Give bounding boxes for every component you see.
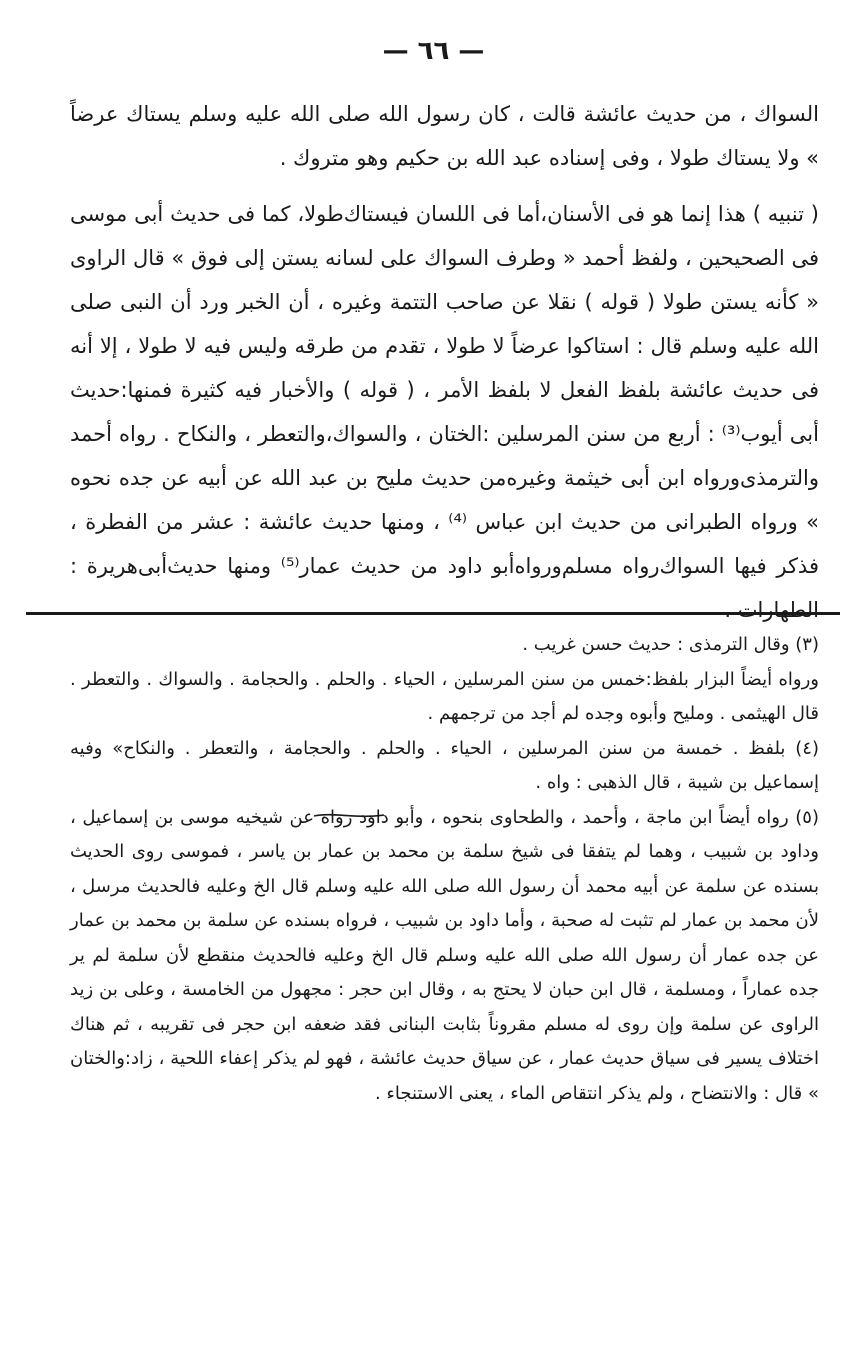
footnote-3-continued: ورواه أيضاً البزار بلفظ:خمس من سنن المرسلين ، الحياء . والحلم . والحجامة . والسواك . والتعطر . قال الهيثمى . ومليح وأبوه وجده لم أجد من ترجمهم . <box>70 668 819 724</box>
footnote-5: (٥) رواه أيضاً ابن ماجة ، وأحمد ، والطحاوى بنحوه ، وأبو داود رواه عن شيخيه موسى بن إسماعيل ، وداود بن شبيب ، وهما لم يتفقا فى شيخ سلمة بن محمد بن عمار بن ياسر ، فموسى روى الحديث بسنده عن سلمة عن أبيه محمد أن رسول الله صلى الله عليه وسلم قال الخ وعليه فالحديث مرسل ، لأن محمد بن عمار لم تثبت له صحبة ، وأما داود بن شبيب ، فرواه بسنده عن سلمة بن محمد بن عمار عن جده عمار أن رسول الله صلى الله عليه وسلم قال الخ وعليه فالحديث منقطع لأن سلمة لم ير جده عماراً ، ومسلمة ، قال ابن حبان لا يحتج به ، وقال ابن حجر : مجهول من الخامسة ، وعلى بن زيد الراوى عن سلمة وإن روى له مسلم مقروناً بثابت البنانى فقد ضعفه ابن حجر فى تقريبه ، ثم هناك اختلاف يسير فى سياق حديث عمار ، عن سياق حديث عائشة ، فهو لم يذكر إعفاء اللحية ، زاد:والختان » قال : والانتضاح ، ولم يذكر انتقاص الماء ، يعنى الاستنجاء . <box>70 806 819 1104</box>
footnotes-section <box>70 628 819 1111</box>
pen-underline-mark <box>312 810 386 822</box>
main-paragraph: السواك ، من حديث عائشة قالت ، كان رسول الله صلى الله عليه وسلم يستاك عرضاً » ولا يستاك طولا ، وفى إسناده عبد الله بن حكيم وهو متروك . <box>70 102 819 170</box>
footnote-4: (٤) بلفظ . خمسة من سنن المرسلين ، الحياء . والحلم . والحجامة ، والتعطر . والنكاح» وفيه إسماعيل بن شيبة ، قال الذهبى : واه . <box>70 737 819 793</box>
main-paragraph: ( تنبيه ) هذا إنما هو فى الأسنان،أما فى اللسان فيستاك‌طولا، كما فى حديث أبى موسى فى الصحيحين ، ولفظ أحمد « وطرف السواك على لسانه يستن إلى فوق » قال الراوى « كأنه يستن طولا ( قوله ) نقلا عن صاحب التتمة وغيره ، أن الخبر ورد أن النبى صلى الله عليه وسلم قال : استاكوا عرضاً لا طولا ، تقدم من طرقه وليس فيه لا طولا ، إلا أنه فى حديث عائشة بلفظ الفعل لا بلفظ الأمر ، ( قوله ) والأخبار فيه كثيرة فمنها:حديث أبى أيوب⁽³⁾ : أربع من سنن المرسلين :الختان ، والسواك،والتعطر ، والنكاح . رواه أحمد والترمذى‌ورواه ابن أبى خيثمة وغيره‌من حديث مليح بن عبد الله عن أبيه عن جده نحوه » ورواه الطبرانى من حديث ابن عباس ⁽⁴⁾ ، ومنها حديث عائشة : عشر من الفطرة ، فذكر فيها السواك‌رواه مسلم‌ورواه‌أبو داود من حديث عمار⁽⁵⁾ ومنها حديث‌أبى‌هريرة : الطهارات . <box>70 202 819 622</box>
page-number: — ٦٦ — <box>382 36 485 66</box>
main-text-body <box>70 92 819 632</box>
footnote-separator <box>26 612 840 615</box>
footnote-3: (٣) وقال الترمذى : حديث حسن غريب . <box>522 634 819 655</box>
